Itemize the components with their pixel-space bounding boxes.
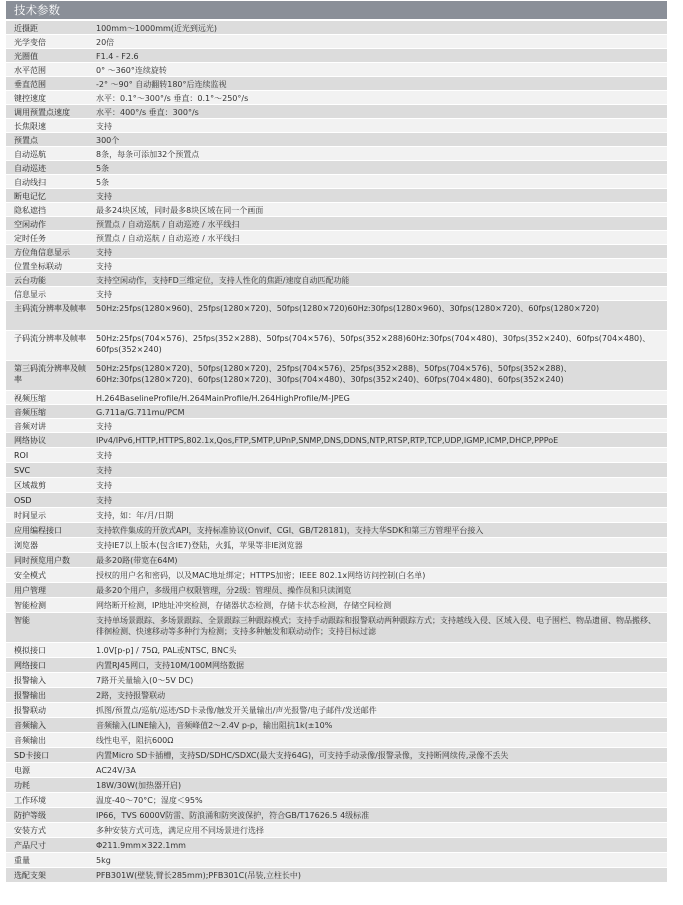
spec-value: Φ211.9mm×322.1mm: [96, 841, 186, 850]
spec-value: 18W/30W(加热器开启): [96, 781, 182, 790]
spec-label: OSD: [14, 496, 32, 505]
spec-row: [6, 703, 667, 718]
spec-label: 视频压缩: [14, 394, 46, 403]
spec-value: 授权的用户名和密码，以及MAC地址绑定；HTTPS加密；IEEE 802.1x网络访问控制(白名单): [96, 571, 426, 580]
spec-label: 调用预置点速度: [14, 108, 70, 117]
spec-row: [6, 217, 667, 231]
spec-value: 支持: [96, 481, 112, 490]
spec-value: 支持，如：年/月/日期: [96, 511, 174, 520]
spec-table: [6, 21, 667, 883]
spec-row: [6, 853, 667, 868]
spec-row: [6, 63, 667, 77]
spec-label: 区域裁剪: [14, 481, 46, 490]
spec-value: 预置点 / 自动巡航 / 自动巡迹 / 水平线扫: [96, 220, 240, 229]
section-title: 技术参数: [14, 3, 60, 17]
spec-label: 自动线扫: [14, 178, 46, 187]
spec-row: [6, 823, 667, 838]
spec-label: 报警输出: [14, 691, 46, 700]
spec-value: 50Hz:25fps(1280×720)、50fps(1280×720)、25fps(704×576)、25fps(352×288)、50fps(704×576)、50fps(352×288)、60Hz:30fps(1280×720)、60fps(1280×720)、30fps(704×480)、30fps(352×240)、60fps(704×480)、60fps(352×240): [96, 364, 572, 384]
spec-label: ROI: [14, 451, 29, 460]
spec-value: 1.0V[p-p] / 75Ω, PAL或NTSC, BNC头: [96, 646, 237, 655]
spec-value: 内置Micro SD卡插槽，支持SD/SDHC/SDXC(最大支持64G)，可支持手动录像/报警录像，支持断网续传,录像不丢失: [96, 751, 509, 760]
spec-row: [6, 433, 667, 448]
spec-label: 防护等级: [14, 811, 46, 820]
spec-row: [6, 231, 667, 245]
spec-row: [6, 361, 667, 391]
spec-label: 同时预览用户数: [14, 556, 70, 565]
spec-row: [6, 273, 667, 287]
spec-value: 音频输入(LINE输入)，音频峰值2～2.4V p-p，输出阻抗1k(±10%: [96, 721, 333, 730]
spec-row: [6, 49, 667, 63]
spec-label: 水平范围: [14, 66, 46, 75]
spec-label: 子码流分辨率及帧率: [14, 334, 86, 343]
spec-label: 时间显示: [14, 511, 46, 520]
spec-value: 支持: [96, 192, 112, 201]
spec-row: [6, 175, 667, 189]
spec-value: 5条: [96, 178, 110, 187]
spec-label: 第三码流分辨率及帧率: [14, 364, 86, 384]
spec-label: 电源: [14, 766, 30, 775]
spec-row: [6, 287, 667, 301]
spec-row: [6, 508, 667, 523]
spec-label: 产品尺寸: [14, 841, 46, 850]
spec-label: 位置坐标联动: [14, 262, 62, 271]
spec-value: PFB301W(壁装,臂长285mm);PFB301C(吊装,立柱长中): [96, 871, 301, 880]
spec-value: -2° ～90° 自动翻转180°后连续监视: [96, 80, 227, 89]
spec-label: 自动巡航: [14, 150, 46, 159]
spec-value: 抓图/预置点/巡航/巡迹/SD卡录像/触发开关量输出/声光报警/电子邮件/发送邮件: [96, 706, 377, 715]
spec-value: 支持: [96, 451, 112, 460]
spec-row: [6, 808, 667, 823]
spec-label: 信息显示: [14, 290, 46, 299]
spec-value: 预置点 / 自动巡航 / 自动巡迹 / 水平线扫: [96, 234, 240, 243]
spec-value: 多种安装方式可选，满足应用不同场景进行选择: [96, 826, 264, 835]
spec-label: 工作环境: [14, 796, 46, 805]
spec-label: 网络接口: [14, 661, 46, 670]
spec-row: [6, 77, 667, 91]
spec-label: 网络协议: [14, 436, 46, 445]
spec-label: 垂直范围: [14, 80, 46, 89]
spec-row: [6, 538, 667, 553]
spec-row: [6, 463, 667, 478]
spec-value: 支持: [96, 422, 112, 431]
spec-value: 支持: [96, 262, 112, 271]
spec-label: 光圈值: [14, 52, 38, 61]
spec-value: 300个: [96, 136, 120, 145]
spec-label: 自动巡迹: [14, 164, 46, 173]
spec-label: 近摄距: [14, 24, 38, 33]
spec-row: [6, 391, 667, 405]
spec-row: [6, 613, 667, 643]
spec-value: 温度-40～70°C；湿度＜95%: [96, 796, 203, 805]
spec-row: [6, 523, 667, 538]
spec-row: [6, 478, 667, 493]
spec-label: 主码流分辨率及帧率: [14, 304, 86, 313]
spec-label: 选配支架: [14, 871, 46, 880]
spec-row: [6, 405, 667, 419]
spec-label: 安装方式: [14, 826, 46, 835]
spec-row: [6, 718, 667, 733]
spec-label: 用户管理: [14, 586, 46, 595]
spec-label: SD卡接口: [14, 751, 50, 760]
spec-row: [6, 493, 667, 508]
spec-row: [6, 301, 667, 331]
spec-value: 支持软件集成的开放式API，支持标准协议(Onvif、CGI、GB/T28181)，支持大华SDK和第三方管理平台接入: [96, 526, 484, 535]
spec-label: 音频输入: [14, 721, 46, 730]
spec-row: [6, 598, 667, 613]
spec-row: [6, 161, 667, 175]
spec-row: [6, 189, 667, 203]
spec-row: [6, 203, 667, 217]
spec-value: AC24V/3A: [96, 766, 136, 775]
spec-row: [6, 147, 667, 161]
spec-value: 8条，每条可添加32个预置点: [96, 150, 200, 159]
spec-value: H.264BaselineProfile/H.264MainProfile/H.264HighProfile/M-JPEG: [96, 394, 350, 403]
spec-label: 断电记忆: [14, 192, 46, 201]
spec-label: 长焦限速: [14, 122, 46, 131]
spec-row: [6, 119, 667, 133]
spec-label: 键控速度: [14, 94, 46, 103]
spec-row: [6, 658, 667, 673]
spec-value: 支持: [96, 290, 112, 299]
spec-label: 功耗: [14, 781, 30, 790]
spec-row: [6, 583, 667, 598]
spec-value: 最多20个用户，多级用户权限管理，分2级：管理员、操作员和只读浏览: [96, 586, 352, 595]
section-header: [6, 1, 667, 19]
spec-value: 水平：0.1°～300°/s 垂直：0.1°～250°/s: [96, 94, 249, 103]
spec-label: 安全模式: [14, 571, 46, 580]
spec-value: 线性电平，阻抗600Ω: [96, 736, 174, 745]
spec-value: 水平：400°/s 垂直：300°/s: [96, 108, 199, 117]
spec-row: [6, 763, 667, 778]
spec-value: 5条: [96, 164, 110, 173]
spec-value: 支持空闲动作，支持FD三维定位，支持人性化的焦距/速度自动匹配功能: [96, 276, 350, 285]
spec-row: [6, 868, 667, 883]
spec-label: 预置点: [14, 136, 38, 145]
spec-value: 支持单场景跟踪、多场景跟踪、全景跟踪三种跟踪模式；支持手动跟踪和报警联动两种跟踪方式；支持越线入侵、区域入侵、电子围栏、物品遗留、物品搬移、徘徊检测、快速移动等多种行为检测；支持多种触发和联动动作；支持目标过滤: [96, 616, 656, 636]
spec-value: IP66，TVS 6000V防雷、防浪涌和防突波保护，符合GB/T17626.5 4级标准: [96, 811, 370, 820]
spec-value: 网络断开检测，IP地址冲突检测，存储器状态检测，存储卡状态检测，存储空间检测: [96, 601, 392, 610]
spec-row: [6, 35, 667, 49]
spec-label: 智能: [14, 616, 30, 625]
spec-row: [6, 91, 667, 105]
spec-value: 50Hz:25fps(1280×960)、25fps(1280×720)、50fps(1280×720)60Hz:30fps(1280×960)、30fps(1280×720)、60fps(1280×720): [96, 304, 600, 313]
spec-value: IPv4/IPv6,HTTP,HTTPS,802.1x,Qos,FTP,SMTP,UPnP,SNMP,DNS,DDNS,NTP,RTSP,RTP,TCP,UDP,IGMP,ICMP,DHCP,PPPoE: [96, 436, 559, 445]
spec-row: [6, 331, 667, 361]
spec-row: [6, 419, 667, 433]
spec-row: [6, 553, 667, 568]
spec-row: [6, 733, 667, 748]
spec-row: [6, 105, 667, 119]
spec-label: 定时任务: [14, 234, 46, 243]
spec-row: [6, 448, 667, 463]
spec-value: 20倍: [96, 38, 115, 47]
spec-value: 支持: [96, 496, 112, 505]
spec-row: [6, 643, 667, 658]
spec-value: 支持: [96, 466, 112, 475]
spec-label: 音频输出: [14, 736, 46, 745]
spec-value: F1.4 - F2.6: [96, 52, 139, 61]
spec-row: [6, 748, 667, 763]
spec-value: 100mm～1000mm(近光到远光): [96, 24, 218, 33]
spec-row: [6, 838, 667, 853]
spec-row: [6, 568, 667, 583]
spec-row: [6, 673, 667, 688]
spec-row: [6, 259, 667, 273]
spec-value: 支持: [96, 122, 112, 131]
spec-label: 智能检测: [14, 601, 46, 610]
spec-value: 0° ～360°连续旋转: [96, 66, 167, 75]
spec-value: 5kg: [96, 856, 111, 865]
spec-row: [6, 133, 667, 147]
spec-row: [6, 245, 667, 259]
spec-label: 光学变倍: [14, 38, 46, 47]
spec-row: [6, 688, 667, 703]
spec-label: 应用编程接口: [14, 526, 62, 535]
spec-label: 音频压缩: [14, 408, 46, 417]
spec-value: 最多20路(带宽在64M): [96, 556, 178, 565]
spec-label: 音频对讲: [14, 422, 46, 431]
spec-row: [6, 21, 667, 35]
spec-label: 模拟接口: [14, 646, 46, 655]
spec-label: 空闲动作: [14, 220, 46, 229]
spec-value: 2路，支持报警联动: [96, 691, 166, 700]
spec-label: 隐私遮挡: [14, 206, 46, 215]
spec-row: [6, 793, 667, 808]
spec-label: 浏览器: [14, 541, 38, 550]
spec-value: 50Hz:25fps(704×576)、25fps(352×288)、50fps(704×576)、50fps(352×288)60Hz:30fps(704×480)、30fps(352×240)、60fps(704×480)、60fps(352×240): [96, 334, 651, 354]
spec-label: 方位角信息显示: [14, 248, 70, 257]
spec-label: 报警输入: [14, 676, 46, 685]
spec-row: [6, 778, 667, 793]
spec-value: 内置RJ45网口，支持10M/100M网络数据: [96, 661, 245, 670]
spec-label: 报警联动: [14, 706, 46, 715]
spec-value: 7路开关量输入(0～5V DC): [96, 676, 194, 685]
spec-value: 支持: [96, 248, 112, 257]
spec-label: 云台功能: [14, 276, 46, 285]
spec-label: 重量: [14, 856, 30, 865]
spec-label: SVC: [14, 466, 31, 475]
spec-value: G.711a/G.711mu/PCM: [96, 408, 185, 417]
spec-value: 支持IE7以上版本(包含IE7)登陆，火狐，苹果等非IE浏览器: [96, 541, 303, 550]
spec-value: 最多24块区域，同时最多8块区域在同一个画面: [96, 206, 264, 215]
